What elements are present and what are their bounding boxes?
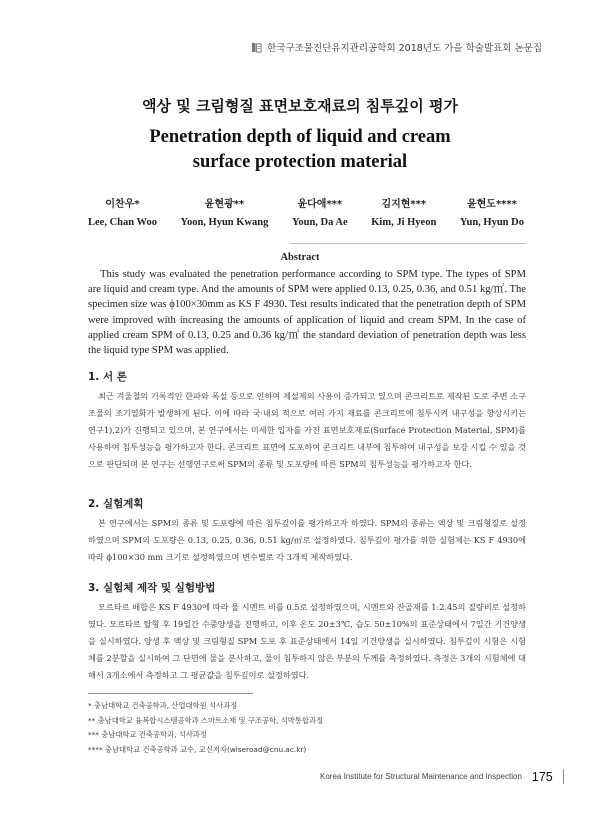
author-name-en: Lee, Chan Woo <box>88 217 157 228</box>
footnote-divider <box>88 693 253 694</box>
footnotes <box>88 699 323 757</box>
author-name-en: Yoon, Hyun Kwang <box>180 217 269 228</box>
abstract-text: This study was evaluated the penetration performance according to SPM type. The types of SPM are liquid and cream type. And the amounts of SPM were applied 0.13, 0.25, 0.36, and 0.51 kg/㎡. The specimen size was ϕ100×30mm as KS F 4930. Test results indicated that the penetration depth of SPM were improved with increasing the amounts of application of liquid and cream SPM. In the case of applied cream SPM of 0.13, 0.25 and 0.36 kg/㎡ the standard deviation of penetration depth was less the liquid type SPM was applied. <box>88 269 526 357</box>
section-heading-experiment-plan: 2. 실험계획 <box>88 498 144 510</box>
section-body-specimen-method: 모르타르 배합은 KS F 4930에 따라 물 시멘트 비를 0.5로 설정하였으며, 시멘트와 잔골재를 1:2.45의 질량비로 설정하였다. 모르타르 탈형 후 19일간 수중양생을 진행하고, 이후 온도 20±3℃, 습도 50±10%의 표준상태에서 7일간 기건양생을 실시하였다. 양생 후 액상 및 크림형질 SPM 도포 후 표준상태에서 14일 기건양생을 실시하였다. 침투깊이 시험은 시험체를 2분할을 실시하여 그 단면에 물을 분사하고, 물이 침투하지 않은 부분의 두께를 측정하였다. 측정은 3개의 시험체에 대해서 3개소에서 측정하고 그 평균값을 침투깊이로 설정하였다. <box>88 602 526 680</box>
book-icon <box>251 42 262 53</box>
divider <box>290 243 526 244</box>
page-number: 175 <box>531 769 553 784</box>
running-header <box>251 40 542 54</box>
footnote: ** 충남대학교 융복합시스템공학과 스마트소재 및 구조공학, 석박통합과정 <box>88 715 323 725</box>
author-name-ko: 윤다애*** <box>297 199 343 210</box>
page-footer <box>320 769 564 784</box>
author-name-ko: 이찬우* <box>105 199 140 210</box>
author-name-ko: 김지현*** <box>381 199 427 210</box>
header-text: 한국구조물진단유지관리공학회 2018년도 가을 학술발표회 논문집 <box>267 43 542 54</box>
title-korean: 액상 및 크림형질 표면보호재료의 침투깊이 평가 <box>142 97 458 115</box>
footnote: *** 충남대학교 건축공학과, 석사과정 <box>88 730 207 739</box>
section-body-introduction: 최근 겨울철의 기록적인 한파와 폭설 등으로 인하여 제설제의 사용이 증가되고 있으며 콘크리트로 제작된 도로 주변 소구조물의 조기열화가 발생하게 된다. 이에 따라 국·내외 적으로 여러 가지 재료를 콘크리트에 침투시켜 내구성을 향상시키는 연구1),2)가 진행되고 있으며, 본 연구에서는 미세한 입자를 가진 표면보호재료(Surface Protection Material, SPM)를 사용하여 침투성능을 평가하고자 한다. 콘크리트 표면에 도포하여 콘크리트 내부에 침투하여 내구성을 보강 시킬 수 있을 것으로 판단되며 본 연구는 선행연구로써 SPM의 종류 및 도포량에 따른 SPM의 침투성능을 평가하고자 한다. <box>88 391 526 469</box>
author <box>371 196 436 232</box>
section-body-experiment-plan: 본 연구에서는 SPM의 종류 및 도포량에 따른 침투깊이를 평가하고자 하였다. SPM의 종류는 액상 및 크림형질로 설정하였으며 SPM의 도포량은 0.13, 0.25, 0.36, 0.51 kg/㎡로 설정하였다. 침투깊이 평가를 위한 실험체는 KS F 4930에 따라 ϕ100×30 mm 크기로 설정하였으며 변수별로 각 3개씩 제작하였다. <box>88 518 526 562</box>
title-english-line2: surface protection material <box>192 152 408 172</box>
author-name-en: Yun, Hyun Do <box>459 217 524 228</box>
section-heading-specimen-method: 3. 실험체 제작 및 실험방법 <box>88 582 216 594</box>
author <box>88 196 157 232</box>
abstract-heading: Abstract <box>280 252 320 263</box>
footer-divider <box>563 769 564 784</box>
author <box>181 196 269 232</box>
author-name-ko: 윤현광** <box>204 199 245 210</box>
author <box>460 196 524 232</box>
author-list <box>88 196 524 232</box>
title-english-line1: Penetration depth of liquid and cream <box>149 127 451 147</box>
footer-institute: Korea Institute for Structural Maintenance and Inspection <box>320 772 522 781</box>
footnote: **** 충남대학교 건축공학과 교수, 교신저자(wiseroad@cnu.ac.kr) <box>88 744 307 754</box>
section-heading-introduction: 1. 서 론 <box>88 371 127 383</box>
author <box>292 196 348 232</box>
author-name-ko: 윤현도**** <box>466 199 517 210</box>
author-name-en: Youn, Da Ae <box>291 217 348 228</box>
footnote: * 충남대학교 건축공학과, 산업대학원 석사과정 <box>88 701 238 710</box>
author-name-en: Kim, Ji Hyeon <box>371 217 437 228</box>
